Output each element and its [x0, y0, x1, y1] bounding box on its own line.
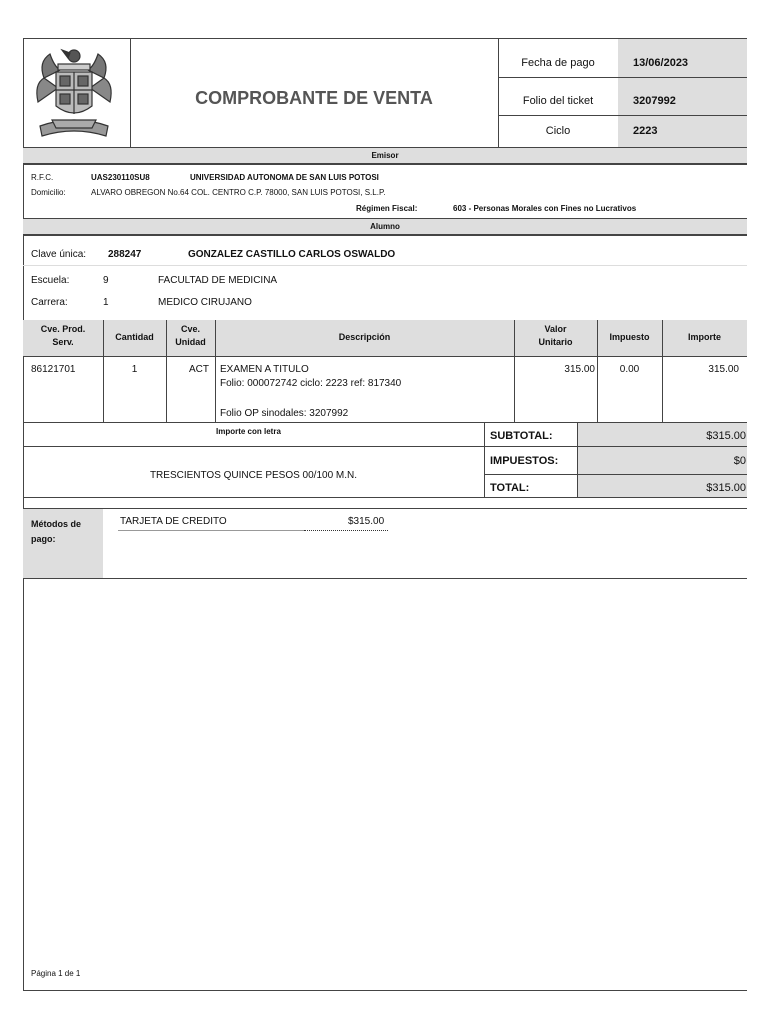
rfc-value: UAS230110SU8 — [91, 173, 150, 182]
domicilio-label: Domicilio: — [31, 188, 66, 197]
carrera-value: MEDICO CIRUJANO — [158, 297, 252, 308]
total-value: $315.00 — [706, 482, 746, 494]
university-seal-logo — [32, 44, 116, 142]
item-descripcion-line2: Folio: 000072742 ciclo: 2223 ref: 817340 — [220, 378, 402, 389]
divider — [484, 474, 747, 475]
importe-letra-label: Importe con letra — [216, 427, 281, 436]
item-descripcion-line1: EXAMEN A TITULO — [220, 364, 309, 375]
divider — [23, 508, 747, 509]
item-cve-prod: 86121701 — [31, 364, 76, 375]
ciclo-value: 2223 — [633, 125, 658, 137]
item-importe: 315.00 — [708, 364, 739, 375]
clave-label: Clave única: — [31, 249, 87, 260]
divider — [23, 265, 747, 266]
clave-value: 288247 — [108, 249, 142, 260]
col-header-valor-unitario: Valor Unitario — [538, 324, 573, 347]
divider — [23, 578, 747, 579]
rfc-label: R.F.C. — [31, 173, 54, 182]
item-cantidad: 1 — [131, 364, 138, 375]
item-cve-unidad: ACT — [189, 364, 209, 375]
impuestos-label: IMPUESTOS: — [490, 455, 559, 467]
divider — [23, 497, 747, 498]
alumno-section-title: Alumno — [370, 222, 400, 231]
payment-method-amount: $315.00 — [348, 516, 385, 527]
divider — [484, 422, 485, 497]
col-header-descripcion: Descripción — [338, 332, 391, 342]
col-header-cantidad: Cantidad — [115, 332, 154, 342]
col-header-cve-prod: Cve. Prod. Serv. — [40, 324, 86, 347]
ciclo-label: Ciclo — [545, 125, 571, 137]
item-impuesto: 0.00 — [619, 364, 640, 375]
emisor-name: UNIVERSIDAD AUTONOMA DE SAN LUIS POTOSI — [190, 173, 379, 182]
payment-method-name: TARJETA DE CREDITO — [120, 516, 227, 527]
col-header-cve-unidad: Cve. Unidad — [175, 324, 206, 347]
divider — [23, 446, 747, 447]
col-header-impuesto: Impuesto — [609, 332, 650, 342]
divider — [23, 38, 747, 39]
divider — [498, 77, 747, 78]
domicilio-value: ALVARO OBREGON No.64 COL. CENTRO C.P. 78000, SAN LUIS POTOSI, S.L.P. — [91, 188, 386, 197]
escuela-value: FACULTAD DE MEDICINA — [158, 275, 278, 286]
divider — [23, 356, 747, 357]
regimen-value: 603 - Personas Morales con Fines no Lucrativos — [453, 204, 637, 213]
carrera-label: Carrera: — [31, 297, 68, 308]
item-valor-unitario: 315.00 — [564, 364, 595, 375]
col-header-importe: Importe — [687, 332, 721, 342]
emisor-section-title: Emisor — [371, 151, 399, 160]
alumno-name: GONZALEZ CASTILLO CARLOS OSWALDO — [188, 249, 396, 260]
fecha-pago-label: Fecha de pago — [521, 57, 595, 69]
payment-dotted-line — [304, 530, 388, 531]
subtotal-label: SUBTOTAL: — [490, 430, 553, 442]
total-label: TOTAL: — [490, 482, 530, 494]
page-number: Página 1 de 1 — [31, 969, 81, 978]
folio-ticket-label: Folio del ticket — [522, 95, 594, 107]
regimen-label: Régimen Fiscal: — [356, 204, 418, 213]
document-title: COMPROBANTE DE VENTA — [195, 88, 433, 108]
divider — [23, 990, 747, 991]
folio-ticket-value: 3207992 — [633, 95, 676, 107]
impuestos-value: $0 — [733, 455, 746, 467]
divider — [498, 115, 747, 116]
escuela-label: Escuela: — [31, 275, 70, 286]
subtotal-value: $315.00 — [706, 430, 746, 442]
fecha-pago-value: 13/06/2023 — [633, 57, 689, 69]
importe-letra-value: TRESCIENTOS QUINCE PESOS 00/100 M.N. — [149, 470, 358, 481]
carrera-number: 1 — [103, 297, 109, 308]
payment-methods-label: Métodos de pago: — [31, 519, 82, 544]
escuela-number: 9 — [103, 275, 109, 286]
payment-underline — [118, 530, 304, 531]
item-descripcion-line3: Folio OP sinodales: 3207992 — [220, 408, 349, 419]
